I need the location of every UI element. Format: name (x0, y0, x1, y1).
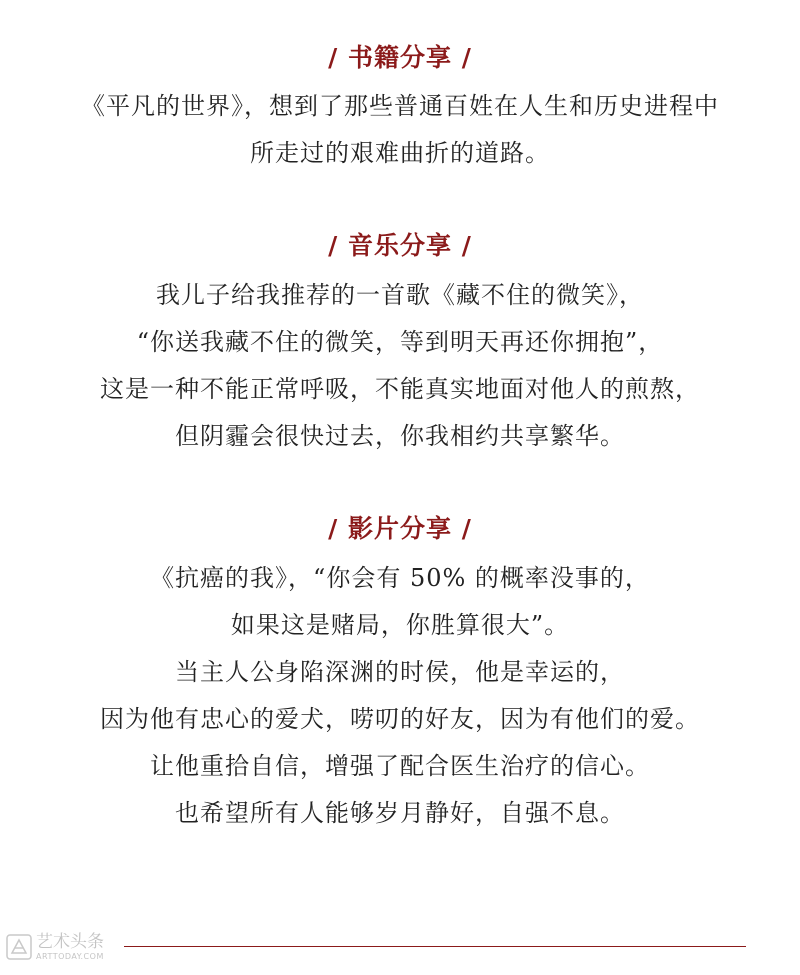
film-line-3: 当主人公身陷深渊的时侯，他是幸运的， (175, 658, 625, 686)
music-line-4: 但阴霾会很快过去，你我相约共享繁华。 (175, 422, 625, 450)
film-line-5: 让他重拾自信，增强了配合医生治疗的信心。 (150, 752, 650, 780)
film-line-1: 《抗癌的我》，“你会有 50% 的概率没事的， (150, 564, 650, 592)
section-title-book: / 书籍分享 / (328, 43, 472, 72)
section-title-music: / 音乐分享 / (328, 231, 472, 260)
watermark (6, 930, 126, 970)
film-line-6: 也希望所有人能够岁月静好，自强不息。 (175, 799, 625, 827)
music-line-2: “你送我藏不住的微笑，等到明天再还你拥抱”， (136, 328, 664, 356)
watermark-name: 艺术头条 (36, 932, 104, 952)
section-title-film: / 影片分享 / (328, 514, 472, 543)
book-line-2: 所走过的艰难曲折的道路。 (250, 139, 550, 167)
watermark-sub: ARTTODAY.COM (36, 952, 104, 961)
book-line-1: 《平凡的世界》，想到了那些普通百姓在人生和历史进程中 (81, 92, 719, 120)
music-line-3: 这是一种不能正常呼吸，不能真实地面对他人的煎熬， (100, 375, 700, 403)
art-logo-icon (6, 934, 32, 960)
film-line-4: 因为他有忠心的爱犬，唠叨的好友，因为有他们的爱。 (100, 705, 700, 733)
film-line-2: 如果这是赌局，你胜算很大”。 (230, 611, 570, 639)
footer-divider (124, 946, 746, 947)
music-line-1: 我儿子给我推荐的一首歌《藏不住的微笑》， (156, 281, 644, 309)
